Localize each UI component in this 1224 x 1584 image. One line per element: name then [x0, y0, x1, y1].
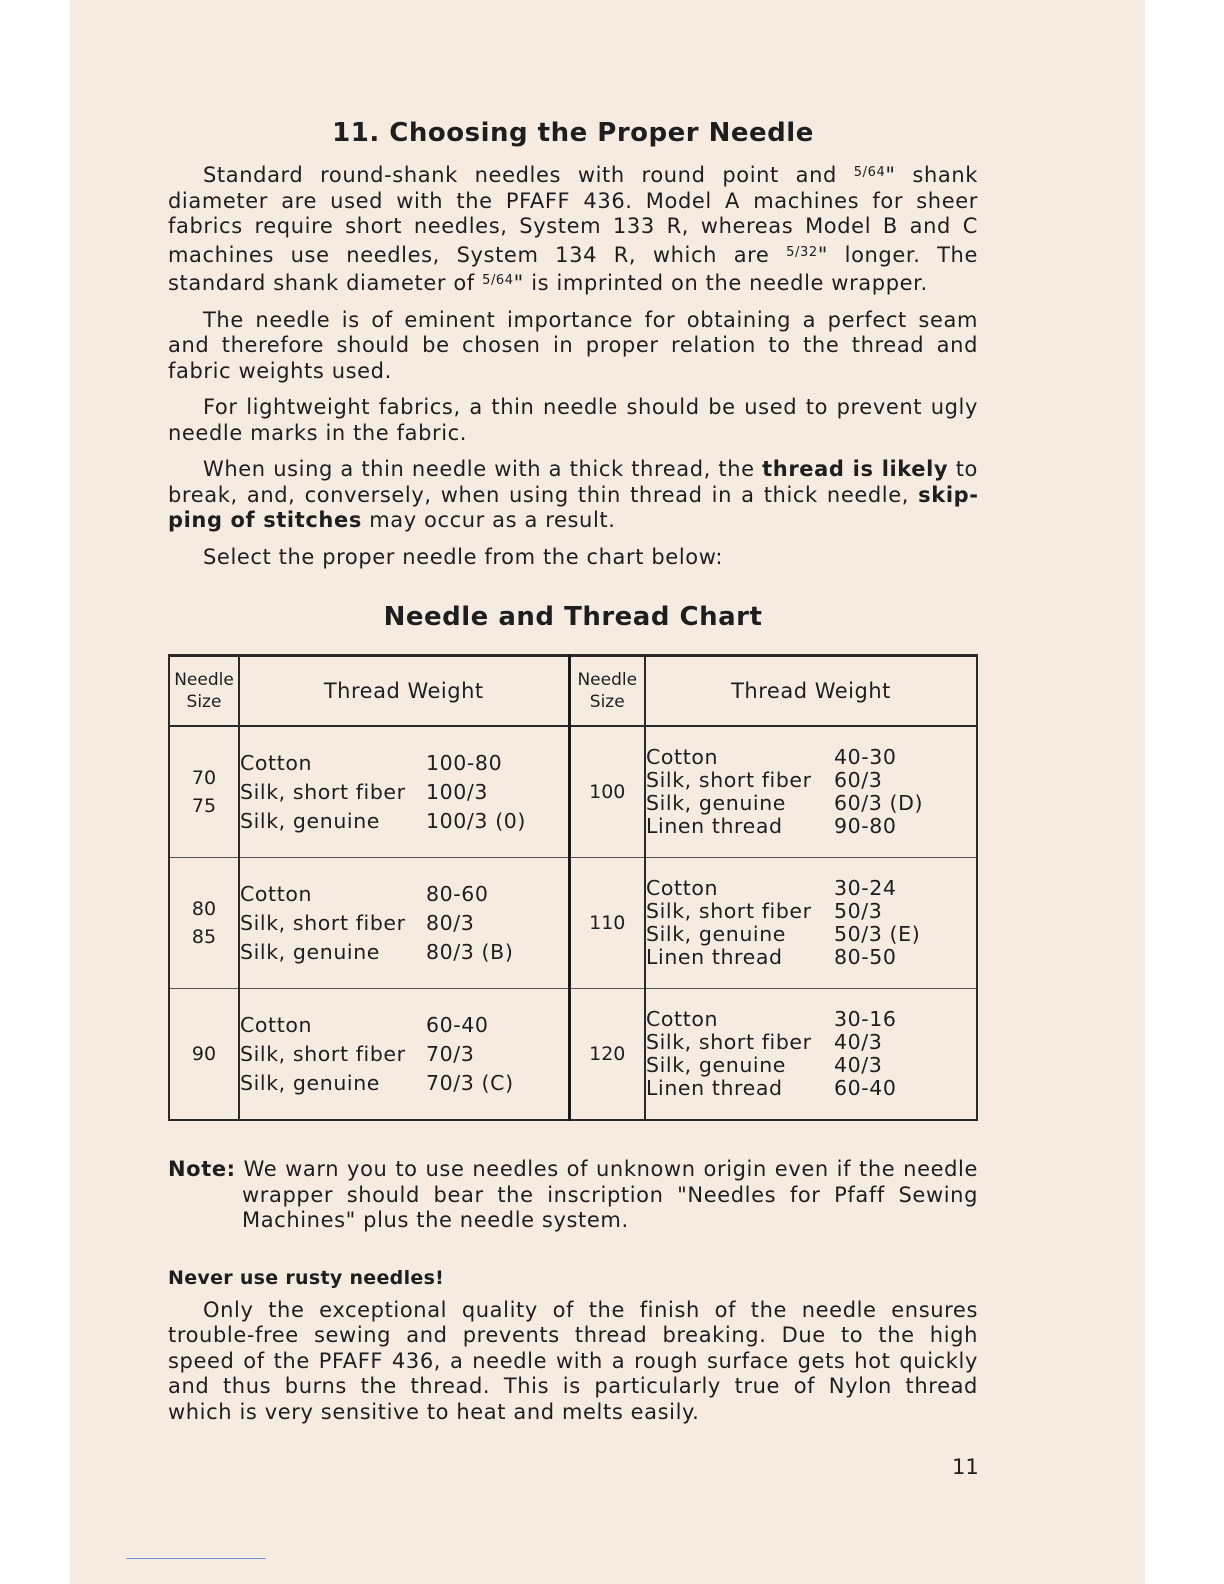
- thread-line: Cotton 60-40: [240, 1012, 489, 1037]
- fraction-5-32: 5/32: [786, 244, 818, 260]
- thread-line: Silk, short fiber 60/3: [646, 768, 883, 792]
- p4-text-3: may occur as a result.: [361, 508, 616, 532]
- thread-line: Linen thread 90-80: [646, 814, 897, 838]
- note-text: We warn you to use needles of unknown origin even if the needle wrapper should bear the inscription "Needles for Pfaff Sewing Machines" plus the needle system.: [242, 1157, 978, 1232]
- thread-weight-cell: [239, 726, 569, 858]
- fraction-5-64-b: 5/64: [482, 273, 514, 288]
- thread-line: Silk, genuine 40/3: [646, 1053, 883, 1077]
- thread-line: Silk, short fiber 100/3: [240, 779, 489, 804]
- paragraph-needle-types: [168, 160, 978, 297]
- thread-line: Silk, genuine 100/3 (0): [240, 808, 527, 833]
- thread-line: Silk, short fiber 40/3: [646, 1030, 883, 1054]
- chart-row-3: [169, 989, 977, 1121]
- p1-text-3: " longer. The standard shank diameter of: [168, 242, 978, 295]
- thread-line: Silk, short fiber 80/3: [240, 910, 475, 935]
- paragraph-select: Select the proper needle from the chart below:: [203, 544, 724, 569]
- chart-title: Needle and Thread Chart: [383, 602, 763, 632]
- thread-line: Cotton 100-80: [240, 750, 503, 775]
- needle-size-cell: 80 85: [169, 858, 239, 989]
- thread-line: Linen thread 80-50: [646, 945, 897, 969]
- thread-line: Cotton 30-16: [646, 1007, 897, 1031]
- paragraph-importance: The needle is of eminent importance for obtaining a perfect seam and therefore should be chosen in proper relation to the thread and fabric weights used.: [168, 307, 978, 383]
- thread-line: Silk, short fiber 50/3: [646, 899, 883, 923]
- rusty-needles-heading: Never use rusty needles!: [168, 1266, 445, 1289]
- p1-text-1: Standard round-shank needles with round point and: [203, 163, 854, 187]
- note-paragraph: [168, 1157, 978, 1234]
- header-thread-weight-left: Thread Weight: [239, 656, 569, 727]
- thread-line: Silk, genuine 70/3 (C): [240, 1070, 514, 1095]
- fraction-5-64: 5/64: [853, 165, 886, 180]
- p4-bold-2: skipping of stitches: [168, 482, 978, 532]
- thread-weight-cell: [239, 989, 569, 1121]
- thread-line: Linen thread 60-40: [646, 1076, 897, 1100]
- needle-size-cell: 70 75: [169, 726, 239, 858]
- needle-thread-chart: [168, 654, 978, 1121]
- header-needle-size-left: Needle Size: [169, 656, 239, 727]
- thread-weight-cell: [239, 858, 569, 989]
- needle-size-cell: 120: [569, 989, 645, 1121]
- thread-weight-cell: [645, 989, 977, 1121]
- needle-size-cell: 100: [569, 726, 645, 858]
- p1-text-4: " is imprinted on the needle wrapper.: [513, 271, 928, 295]
- chart-row-2: [169, 858, 977, 989]
- chart-header-row: [169, 656, 977, 727]
- thread-line: Cotton 30-24: [646, 876, 897, 900]
- note-label: Note:: [168, 1157, 236, 1181]
- header-thread-weight-right: Thread Weight: [645, 656, 977, 727]
- p4-bold-1: thread is likely: [762, 457, 949, 481]
- needle-size-cell: 110: [569, 858, 645, 989]
- thread-line: Silk, genuine 60/3 (D): [646, 791, 924, 815]
- thread-line: Silk, short fiber 70/3: [240, 1041, 475, 1066]
- header-needle-size-right: Needle Size: [569, 656, 645, 727]
- paragraph-finish-quality: Only the exceptional quality of the finish of the needle ensures trouble-free sewing and prevents thread breaking. Due to the high speed of the PFAFF 436, a needle with a rough surface gets hot quickly and thus burns the thread. This is particularly true of Nylon thread which is very sensitive to heat and melts easily.: [168, 1297, 978, 1424]
- page-number: 11: [952, 1455, 979, 1479]
- edge-mark: [126, 1558, 266, 1559]
- thread-weight-cell: [645, 726, 977, 858]
- paragraph-lightweight: For lightweight fabrics, a thin needle should be used to prevent ugly needle marks in the fabric.: [168, 395, 978, 445]
- thread-line: Silk, genuine 50/3 (E): [646, 922, 921, 946]
- thread-line: Cotton 40-30: [646, 745, 897, 769]
- chart-row-1: [169, 726, 977, 858]
- p4-text-2: to break, and, conversely, when using thin thread in a thick needle,: [168, 457, 978, 507]
- p4-text-1: When using a thin needle with a thick thread, the: [203, 457, 763, 481]
- thread-weight-cell: [645, 858, 977, 989]
- page-content: [168, 100, 978, 1436]
- thread-line: Silk, genuine 80/3 (B): [240, 939, 514, 964]
- p1-text-2: " shank diameter are used with the PFAFF 436. Model A machines for sheer fabrics require short needles, System 133 R, whereas Model B and C machines use needles, System 134 R, which are: [168, 163, 978, 267]
- section-title: 11. Choosing the Proper Needle: [332, 118, 814, 148]
- needle-size-cell: 90: [169, 989, 239, 1121]
- thread-line: Cotton 80-60: [240, 881, 489, 906]
- paragraph-thread-warning: [168, 457, 978, 534]
